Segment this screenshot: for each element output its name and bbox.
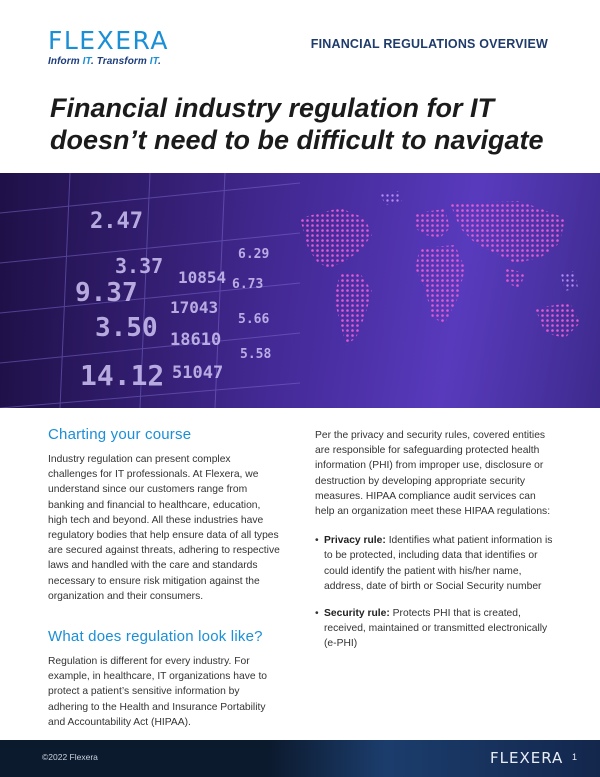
hipaa-rules-list	[315, 533, 555, 651]
page-header	[0, 0, 600, 80]
hero-image	[0, 173, 600, 408]
section-heading-regulation: What does regulation look like?	[48, 628, 263, 646]
document-type-label: FINANCIAL REGULATIONS OVERVIEW	[310, 37, 548, 51]
flexera-logo	[48, 28, 169, 67]
ticker-number: 17043	[170, 298, 219, 317]
left-column	[48, 426, 280, 730]
list-item	[315, 533, 555, 594]
logo-tagline: Inform IT. Transform IT.	[48, 56, 162, 67]
paragraph-hipaa: Per the privacy and security rules, covered entities are responsible for safeguarding protected health information (PHI) from improper use, disclosure or destruction by developing appropriate security measures. HIPAA compliance audit services can help an organization meet these HIPAA regulations:	[315, 430, 551, 518]
list-item	[315, 606, 555, 652]
ticker-number: 6.29	[238, 247, 270, 262]
copyright-text: ©2022 Flexera	[42, 752, 98, 762]
ticker-number: 2.47	[90, 209, 143, 234]
ticker-number: 5.58	[240, 347, 272, 362]
paragraph-regulation: Regulation is different for every industry. For example, in healthcare, IT organizations have to protect a patient’s sensitive information by adhering to the Health and Insurance Portability and Accountability Act (HIPAA).	[48, 656, 268, 728]
ticker-number: 51047	[172, 363, 224, 383]
page-footer	[0, 740, 600, 777]
paragraph-charting: Industry regulation can present complex challenges for IT professionals. At Flexera, we understand since our customers range from banking and financial to healthcare, education, high tech and beyond. All these industries have regulatory bodies that help ensure data of all types are secured against threats, adhering to respective laws and handled with the care and standards necessary to ensure risk mitigation against the organization and their consumers.	[48, 454, 280, 602]
ticker-number: 3.50	[95, 313, 158, 343]
footer-logo: FLEXERA	[490, 749, 564, 767]
ticker-number: 14.12	[80, 359, 165, 392]
ticker-number: 3.37	[115, 254, 164, 278]
logo-wordmark: FLEXERA	[48, 26, 169, 55]
ticker-number: 5.66	[238, 312, 270, 327]
ticker-number: 6.73	[232, 277, 264, 292]
ticker-number: 18610	[170, 330, 222, 350]
bullet-text: Identifies what patient information is to be protected, including data that identifies or could identify the patient with his/her name, address, date of birth or Social Security number	[324, 535, 553, 592]
right-column	[315, 428, 555, 664]
bullet-label: Security rule:	[324, 608, 390, 620]
hero-graphic	[0, 173, 600, 408]
bullet-text: Protects PHI that is created, received, maintained or transmitted electronically (e-PHI)	[324, 608, 548, 650]
ticker-number: 10854	[178, 268, 227, 287]
section-heading-charting: Charting your course	[48, 426, 192, 443]
bullet-label: Privacy rule:	[324, 535, 386, 547]
page-number: 1	[572, 752, 578, 762]
page-title: Financial industry regulation for IT doesn’t need to be difficult to navigate	[50, 93, 544, 155]
ticker-number: 9.37	[75, 278, 138, 308]
